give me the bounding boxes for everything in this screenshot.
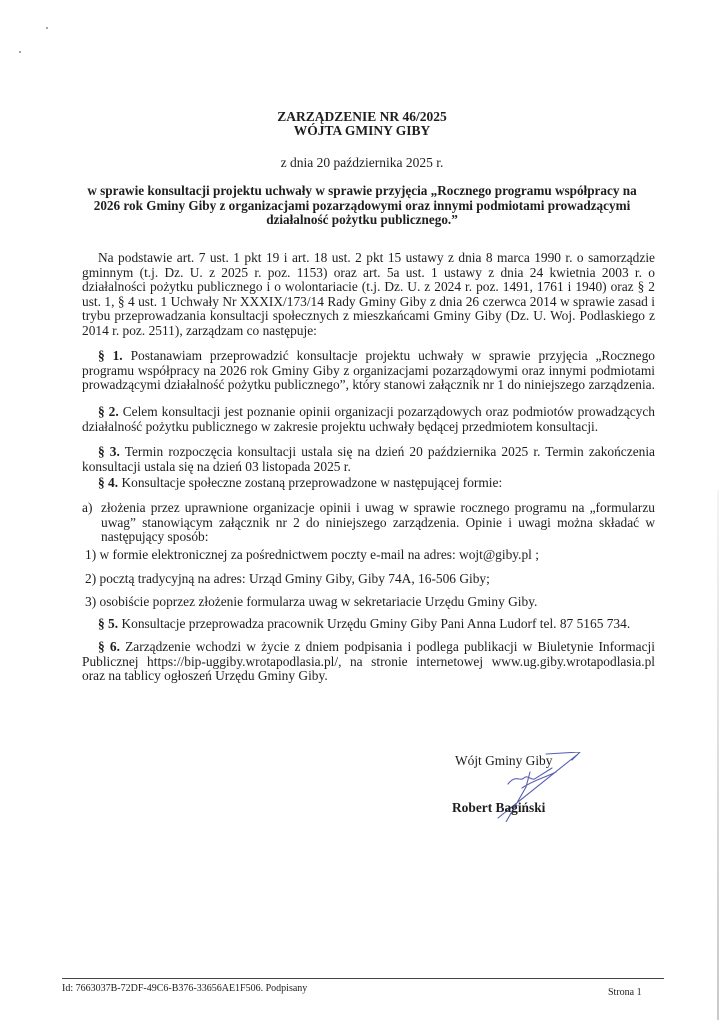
preamble: Na podstawie art. 7 ust. 1 pkt 19 i art. 18 ust. 2 pkt 15 ustawy z dnia 8 marca 1990 r. o samorządzie gminnym (t.j. Dz. U. z 2025 r. poz. 1153) oraz art. 5a ust. 1 ustawy z dnia 24 kwietnia 2003 r. o działalności pożytku publicznego i o wolontariacie (t.j. Dz. U. z 2024 r. poz. 1491, 1761 i 1940) oraz § 2 ust. 1, § 4 ust. 1 Uchwały Nr XXXIX/173/14 Rady Gminy Giby z dnia 26 czerwca 2014 w sprawie zasad i trybu przeprowadzania konsultacji społecznych z mieszkańcami Gminy Giby (Dz. U. Woj. Podlaskiego z 2014 r. poz. 2511), zarządzam co następuje: bbox=[82, 250, 655, 338]
paragraph-2 bbox=[82, 405, 655, 434]
footer-divider bbox=[62, 978, 664, 979]
signatory-title: Wójt Gminy Giby bbox=[455, 753, 553, 768]
document-date: z dnia 20 października 2025 r. bbox=[280, 155, 444, 170]
document-issuer: WÓJTA GMINY GIBY bbox=[293, 123, 431, 138]
subject-line: w sprawie konsultacji projektu uchwały w sprawie przyjęcia „Rocznego programu współpracy na bbox=[87, 183, 637, 198]
paragraph-text: Postanawiam przeprowadzić konsultacje projektu uchwały w sprawie przyjęcia „Rocznego programu współpracy na 2026 rok Gminy Giby z organizacjami pozarządowymi oraz innymi podmiotami prowadzącymi działalność pożytku publicznego”, który stanowi załącznik nr 1 do niniejszego zarządzenia. bbox=[82, 348, 655, 392]
list-text: złożenia przez uprawnione organizacje opinii i uwag w sprawie rocznego programu na „formularzu uwag” stanowiącym załącznik nr 2 do niniejszego zarządzenia. Opinie i uwagi można składać w następujący sposób: bbox=[101, 500, 655, 544]
paragraph-text: Celem konsultacji jest poznanie opinii organizacji pozarządowych oraz podmiotów prowadzących działalność pożytku publicznego w zakresie projektu uchwały będącej przedmiotem konsultacji. bbox=[82, 404, 655, 434]
paragraph-mark: § 4. bbox=[98, 475, 119, 490]
paragraph-mark: § 3. bbox=[98, 444, 120, 459]
footer-page-number: Strona 1 bbox=[608, 987, 642, 998]
document-title: ZARZĄDZENIE NR 46/2025 bbox=[277, 109, 447, 124]
paragraph-5 bbox=[82, 617, 655, 632]
paragraph-4 bbox=[82, 476, 655, 491]
paragraph-text: Konsultacje przeprowadza pracownik Urzędu Gminy Giby Pani Anna Ludorf tel. 87 5165 734. bbox=[121, 616, 631, 631]
paragraph-text: Konsultacje społeczne zostaną przeprowadzone w następującej formie: bbox=[121, 475, 503, 490]
paragraph-mark: § 5. bbox=[98, 616, 119, 631]
document-subject bbox=[0, 184, 724, 228]
list-label: a) bbox=[82, 500, 93, 515]
scan-speck bbox=[46, 27, 48, 29]
footer-document-id: Id: 7663037B-72DF-49C6-B376-33656AE1F506. Podpisany bbox=[62, 983, 308, 994]
scan-speck bbox=[19, 51, 21, 53]
paragraph-mark: § 1. bbox=[98, 348, 123, 363]
paragraph-mark: § 6. bbox=[98, 639, 120, 654]
paragraph-1 bbox=[82, 349, 655, 393]
method-in-person: 3) osobiście poprzez złożenie formularza uwag w sekretariacie Urzędu Gminy Giby. bbox=[85, 594, 538, 609]
subject-line: 2026 rok Gminy Giby z organizacjami pozarządowymi oraz innymi podmiotami prowadzącymi bbox=[93, 197, 631, 213]
paragraph-text: Zarządzenie wchodzi w życie z dniem podpisania i podlega publikacji w Biuletynie Informacji Publicznej https://bip-uggiby.wrotapodlasia.pl/, na stronie internetowej www.ug.giby.wrotapodlasia.pl oraz na tablicy ogłoszeń Urzędu Gminy Giby. bbox=[82, 639, 655, 683]
method-email: 1) w formie elektronicznej za pośrednictwem poczty e-mail na adres: wojt@giby.pl ; bbox=[85, 547, 539, 562]
method-post: 2) pocztą tradycyjną na adres: Urząd Gminy Giby, Giby 74A, 16-506 Giby; bbox=[85, 571, 490, 586]
paragraph-3 bbox=[82, 445, 655, 474]
scan-edge bbox=[717, 490, 719, 1020]
signatory-name: Robert Bagiński bbox=[452, 800, 546, 815]
paragraph-text: Termin rozpoczęcia konsultacji ustala się na dzień 20 października 2025 r. Termin zakończenia konsultacji ustala się na dzień 03 listopada 2025 r. bbox=[82, 444, 655, 474]
paragraph-6 bbox=[82, 640, 655, 684]
subject-line: działalność pożytku publicznego.” bbox=[266, 212, 458, 227]
paragraph-mark: § 2. bbox=[98, 404, 119, 419]
list-item-a bbox=[82, 501, 655, 545]
